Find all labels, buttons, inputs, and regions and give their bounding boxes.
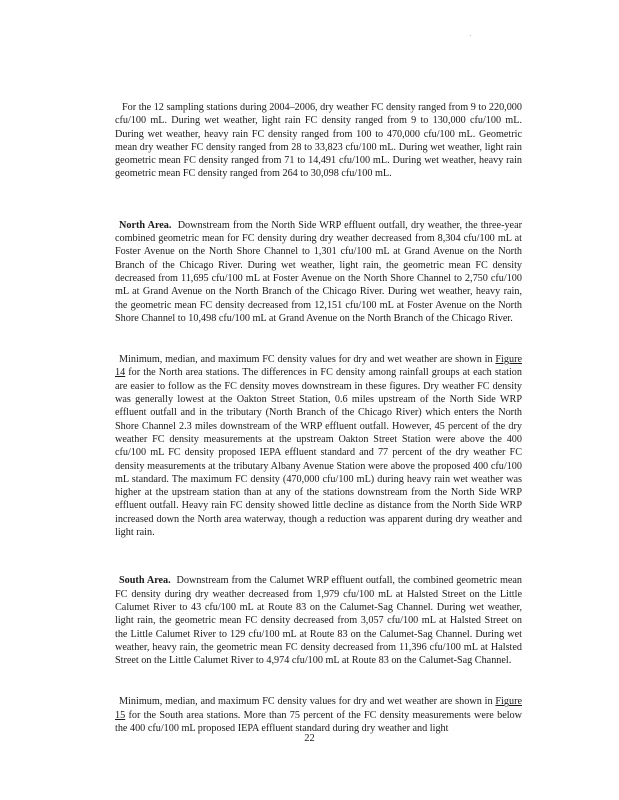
north-area-text: Downstream from the North Side WRP effluent outfall, dry weather, the three-year combined geometric mean for FC density during dry weather decreased from 8,304 cfu/100 mL at Foster Avenue on the North Shore Channel to 1,301 cfu/100 mL at Grand Avenue on the North Branch of the Chicago River. During wet weather, light rain, the geometric mean FC density decreased from 11,695 cfu/100 mL at Foster Avenue on the North Shore Channel to 2,750 cfu/100 mL at Grand Avenue on the North Branch of the Chicago River. During wet weather, heavy rain, the geometric mean FC density decreased from 12,151 cfu/100 mL at Foster Avenue on the North Shore Channel to 10,498 cfu/100 mL at Grand Avenue on the North Branch of the Chicago River. bbox=[115, 219, 522, 324]
north-figure-paragraph bbox=[115, 353, 522, 539]
north-figure-text-post: for the North area stations. The differences in FC density among rainfall groups at each station are easier to follow as the FC density moves downstream in these figures. Dry weather FC density was generally lowest at the Oakton Street Station, 0.6 miles upstream of the North Side WRP effluent outfall and in the tributary (North Branch of the Chicago River) which enters the North Shore Channel 2.3 miles downstream of the WRP effluent outfall. However, 45 percent of the dry weather FC density measurements at the upstream Oakton Street Station were above the 400 cfu/100 mL FC density proposed IEPA effluent standard and 77 percent of the dry weather FC density measurements at the tributary Albany Avenue Station were above the proposed 400 cfu/100 mL standard. The maximum FC density (470,000 cfu/100 mL) during heavy rain wet weather was higher at the upstream station than at any of the stations downstream from the North Side WRP effluent outfall. Heavy rain FC density showed little decline as distance from the North Side WRP increased down the North area waterway, though a reduction was apparent during dry weather and light rain. bbox=[115, 367, 522, 539]
figure-14-link[interactable]: Figure 14 bbox=[115, 354, 522, 379]
north-area-paragraph bbox=[115, 219, 522, 325]
summary-text: For the 12 sampling stations during 2004–2006, dry weather FC density ranged from 9 to 220,000 cfu/100 mL. During wet weather, light rain FC density ranged from 9 to 130,000 cfu/100 mL. During wet weather, heavy rain FC density ranged from 100 to 470,000 cfu/100 mL. Geometric mean dry weather FC density ranged from 28 to 33,823 cfu/100 mL. During wet weather, light rain geometric mean FC density ranged from 71 to 14,491 cfu/100 mL. During wet weather, heavy rain geometric mean FC density ranged from 264 to 30,098 cfu/100 mL. bbox=[115, 102, 522, 180]
figure-15-link[interactable]: Figure 15 bbox=[115, 696, 522, 721]
page-marker: . bbox=[470, 32, 472, 38]
north-area-heading: North Area. bbox=[119, 219, 172, 231]
south-figure-text-pre: Minimum, median, and maximum FC density values for dry and wet weather are shown in bbox=[119, 696, 496, 708]
page-number: 22 bbox=[304, 733, 315, 744]
south-area-text: Downstream from the Calumet WRP effluent outfall, the combined geometric mean FC density during dry weather decreased from 1,979 cfu/100 mL at Halsted Street on the Little Calumet River to 43 cfu/100 mL at Route 83 on the Calumet-Sag Channel. During wet weather, light rain, the geometric mean FC density decreased from 3,057 cfu/100 mL at Halsted Street on the Little Calumet River to 129 cfu/100 mL at Route 83 on the Calumet-Sag Channel. During wet weather, heavy rain, the geometric mean FC density decreased from 11,396 cfu/100 mL at Halsted Street on the Little Calumet River to 4,974 cfu/100 mL at Route 83 on the Calumet-Sag Channel. bbox=[115, 575, 523, 667]
south-area-paragraph bbox=[115, 574, 522, 667]
north-figure-text-pre: Minimum, median, and maximum FC density values for dry and wet weather are shown in bbox=[119, 354, 496, 366]
south-figure-paragraph bbox=[115, 695, 522, 735]
south-area-heading: South Area. bbox=[119, 575, 171, 587]
body-text bbox=[115, 101, 522, 735]
south-figure-text-post: for the South area stations. More than 75 percent of the FC density measurements were below the 400 cfu/100 mL proposed IEPA effluent standard during dry weather and light bbox=[115, 709, 522, 734]
summary-paragraph bbox=[115, 101, 522, 181]
